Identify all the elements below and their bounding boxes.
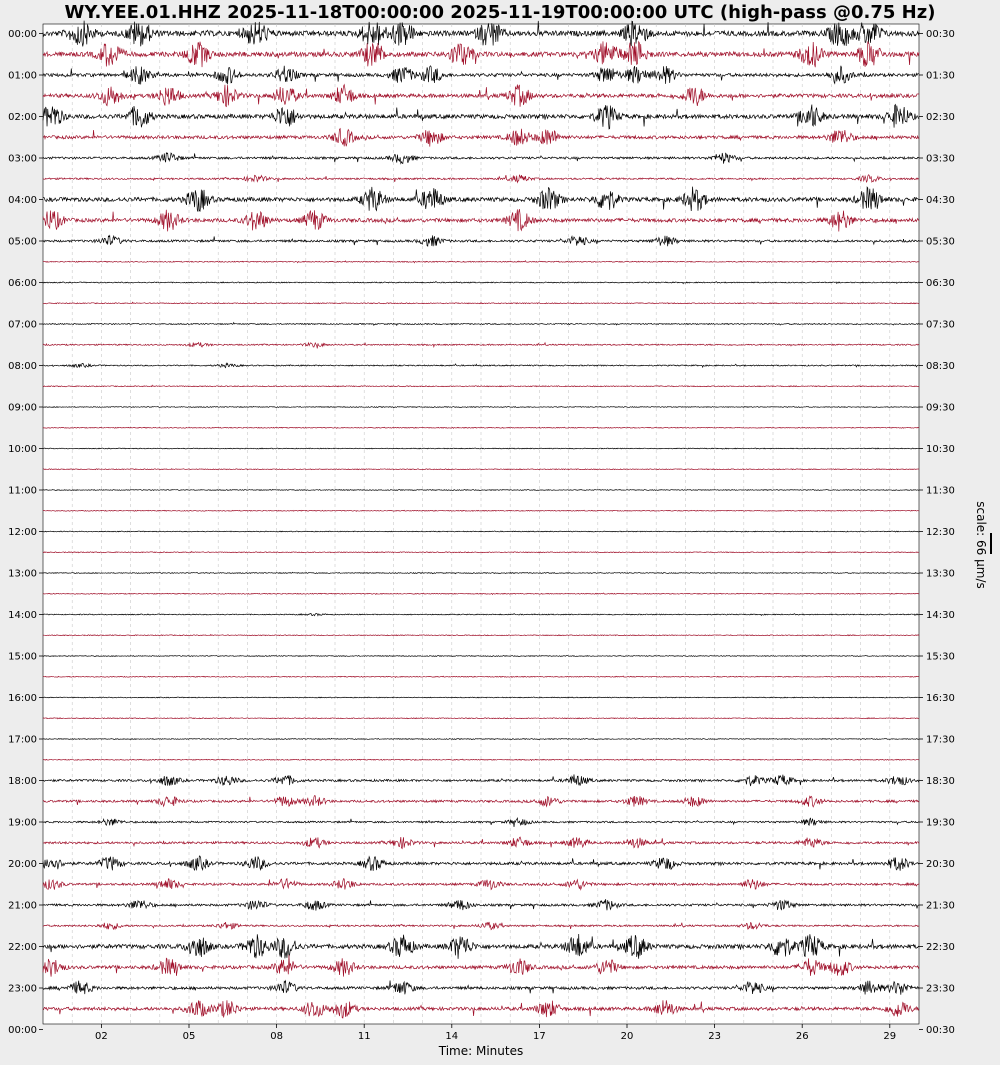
x-tick-label: 08 bbox=[270, 1031, 283, 1042]
right-time-label: 22:30 bbox=[926, 942, 955, 953]
right-time-label: 20:30 bbox=[926, 859, 955, 870]
left-time-label: 15:00 bbox=[8, 651, 37, 663]
left-time-label: 17:00 bbox=[8, 734, 37, 746]
right-time-label: 08:30 bbox=[926, 361, 955, 372]
left-time-label: 01:00 bbox=[8, 70, 37, 82]
left-time-label: 09:00 bbox=[8, 402, 37, 414]
left-time-label: 14:00 bbox=[8, 610, 37, 621]
right-time-label: 03:30 bbox=[926, 153, 955, 165]
right-time-label: 15:30 bbox=[926, 651, 955, 663]
left-time-label: 11:00 bbox=[8, 485, 37, 497]
left-time-label: 06:00 bbox=[8, 278, 37, 289]
left-time-label: 00:00 bbox=[8, 1025, 37, 1036]
left-time-label: 23:00 bbox=[8, 983, 37, 995]
x-tick-label: 20 bbox=[620, 1031, 634, 1042]
left-time-label: 13:00 bbox=[8, 568, 37, 580]
left-time-label: 08:00 bbox=[8, 361, 37, 372]
left-time-labels bbox=[8, 29, 43, 1036]
x-axis-label: Time: Minutes bbox=[438, 1044, 524, 1058]
x-tick-label: 02 bbox=[95, 1031, 108, 1042]
right-time-label: 00:30 bbox=[926, 29, 955, 40]
left-time-label: 10:00 bbox=[8, 444, 37, 455]
right-time-label: 07:30 bbox=[926, 319, 955, 331]
x-tick-label: 14 bbox=[445, 1031, 459, 1042]
right-time-label: 23:30 bbox=[926, 983, 955, 995]
right-time-label: 02:30 bbox=[926, 112, 955, 123]
left-time-label: 04:00 bbox=[8, 195, 37, 206]
left-time-label: 12:00 bbox=[8, 527, 37, 538]
scale-label: scale: 66 µm/s bbox=[974, 501, 988, 589]
right-time-label: 00:30 bbox=[926, 1025, 955, 1036]
x-axis-ticks bbox=[95, 1024, 896, 1042]
left-time-label: 22:00 bbox=[8, 942, 37, 953]
left-time-label: 05:00 bbox=[8, 236, 37, 248]
right-time-labels bbox=[919, 29, 955, 1036]
right-time-label: 14:30 bbox=[926, 610, 955, 621]
right-time-label: 12:30 bbox=[926, 527, 955, 538]
right-time-label: 11:30 bbox=[926, 485, 955, 497]
right-time-label: 09:30 bbox=[926, 402, 955, 414]
right-time-label: 19:30 bbox=[926, 817, 955, 829]
right-time-label: 10:30 bbox=[926, 444, 955, 455]
right-time-label: 18:30 bbox=[926, 776, 955, 787]
right-time-label: 01:30 bbox=[926, 70, 955, 82]
left-time-label: 19:00 bbox=[8, 817, 37, 829]
left-time-label: 00:00 bbox=[8, 29, 37, 40]
left-time-label: 21:00 bbox=[8, 900, 37, 912]
right-time-label: 04:30 bbox=[926, 195, 955, 206]
left-time-label: 03:00 bbox=[8, 153, 37, 165]
left-time-label: 02:00 bbox=[8, 112, 37, 123]
x-tick-label: 17 bbox=[533, 1031, 546, 1042]
left-time-label: 07:00 bbox=[8, 319, 37, 331]
chart-title: WY.YEE.01.HHZ 2025-11-18T00:00:00 2025-11-19T00:00:00 UTC (high-pass @0.75 Hz) bbox=[64, 2, 936, 23]
left-time-label: 20:00 bbox=[8, 859, 37, 870]
right-time-label: 16:30 bbox=[926, 693, 955, 704]
left-time-label: 18:00 bbox=[8, 776, 37, 787]
right-time-label: 13:30 bbox=[926, 568, 955, 580]
right-time-label: 06:30 bbox=[926, 278, 955, 289]
right-time-label: 21:30 bbox=[926, 900, 955, 912]
right-time-label: 17:30 bbox=[926, 734, 955, 746]
left-time-label: 16:00 bbox=[8, 693, 37, 704]
x-tick-label: 11 bbox=[357, 1031, 371, 1042]
x-tick-label: 05 bbox=[182, 1031, 196, 1042]
x-tick-label: 26 bbox=[795, 1031, 809, 1042]
x-tick-label: 23 bbox=[708, 1031, 721, 1042]
right-time-label: 05:30 bbox=[926, 236, 955, 248]
x-tick-label: 29 bbox=[883, 1031, 897, 1042]
